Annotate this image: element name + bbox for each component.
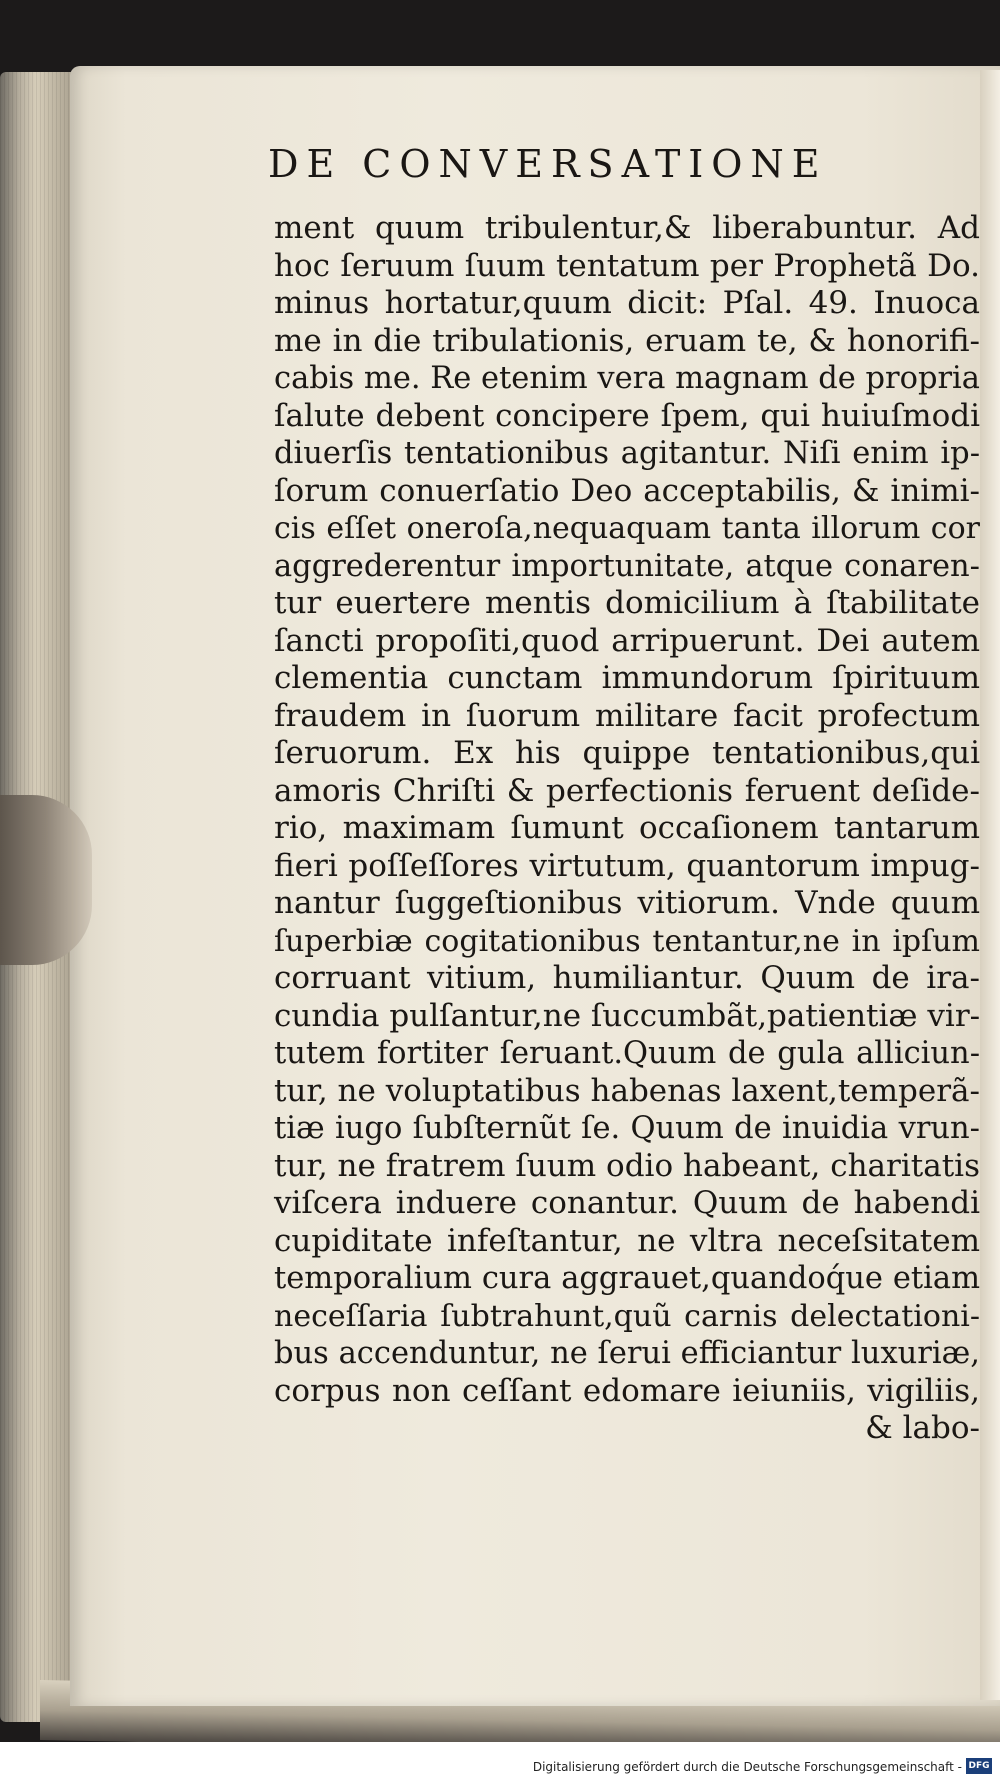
text-line: viſcera induere conantur. Quum de habendi xyxy=(274,1185,980,1221)
text-line: diuerſis tentationibus agitantur. Niſi enim ip- xyxy=(274,436,980,471)
text-line: tutem fortiter ſeruant.Quum de gula alliciun- xyxy=(274,1036,980,1071)
text-line: ment quum tribulentur,& liberabuntur. Ad xyxy=(274,210,980,246)
footer-credit: Digitalisierung gefördert durch die Deutsche Forschungsgemeinschaft - xyxy=(532,1760,962,1774)
text-line: tiæ iugo ſubſternũt ſe. Quum de inuidia vrun- xyxy=(274,1111,980,1146)
text-line: temporalium cura aggrauet,quandoq́ue etiam xyxy=(274,1261,980,1296)
text-line: clementia cunctam immundorum ſpirituum xyxy=(274,660,980,696)
text-line: nantur ſuggeſtionibus vitiorum. Vnde quum xyxy=(274,885,980,921)
text-line: neceſſaria ſubtrahunt,quũ carnis delectationi- xyxy=(274,1298,980,1334)
text-line: amoris Chriſti & perfectionis feruent deſide- xyxy=(274,772,980,809)
dfg-logo: DFG xyxy=(966,1758,992,1774)
text-line: tur euertere mentis domicilium à ſtabilitate xyxy=(274,585,980,621)
text-line: cabis me. Re etenim vera magnam de propria xyxy=(274,361,980,396)
text-line: corpus non ceſſant edomare ieiuniis, vigiliis, xyxy=(274,1372,980,1409)
text-line: ſeruorum. Ex his quippe tentationibus,qui xyxy=(274,735,980,771)
text-line: bus accenduntur, ne ſerui efficiantur luxuriæ, xyxy=(274,1336,980,1371)
text-line: ſalute debent concipere ſpem, qui huiuſmodi xyxy=(274,397,980,434)
text-line: ſuperbiæ cogitationibus tentantur,ne in ipſum xyxy=(274,923,980,959)
page-gutter xyxy=(980,70,1000,1700)
text-line: tur, ne voluptatibus habenas laxent,temperã- xyxy=(274,1072,981,1109)
text-line: fieri poſſeſſores virtutum, quantorum impug- xyxy=(274,847,980,884)
holding-thumb xyxy=(0,795,92,965)
text-line: ſorum conuerſatio Deo acceptabilis, & inimi- xyxy=(274,472,980,509)
text-line: cupiditate infeſtantur, ne vltra neceſsitatem xyxy=(274,1222,980,1259)
text-line: hoc ſeruum ſuum tentatum per Prophetã Do. xyxy=(274,247,980,284)
body-text xyxy=(274,210,980,1448)
text-line: me in die tribulationis, eruam te, & honorifi- xyxy=(274,322,980,359)
text-line: cis eſſet oneroſa,nequaquam tanta illorum cor xyxy=(274,511,980,546)
text-line: fraudem in ſuorum militare facit profectum xyxy=(274,697,980,734)
text-line: corruant vitium, humiliantur. Quum de ira- xyxy=(274,960,980,996)
running-head: DE CONVERSATIONE xyxy=(268,142,828,186)
text-line: tur, ne fratrem ſuum odio habeant, charitatis xyxy=(274,1147,980,1184)
text-line: cundia pulſantur,ne ſuccumbãt,patientiæ vir- xyxy=(274,997,981,1034)
text-line: aggrederentur importunitate, atque conaren- xyxy=(274,548,980,584)
text-line: & labo- xyxy=(865,1410,980,1446)
text-line: minus hortatur,quum dicit: Pſal. 49. Inuoca xyxy=(274,285,980,321)
text-line: ſancti propoſiti,quod arripuerunt. Dei autem xyxy=(274,622,980,659)
text-line: rio, maximam ſumunt occaſionem tantarum xyxy=(274,810,980,846)
